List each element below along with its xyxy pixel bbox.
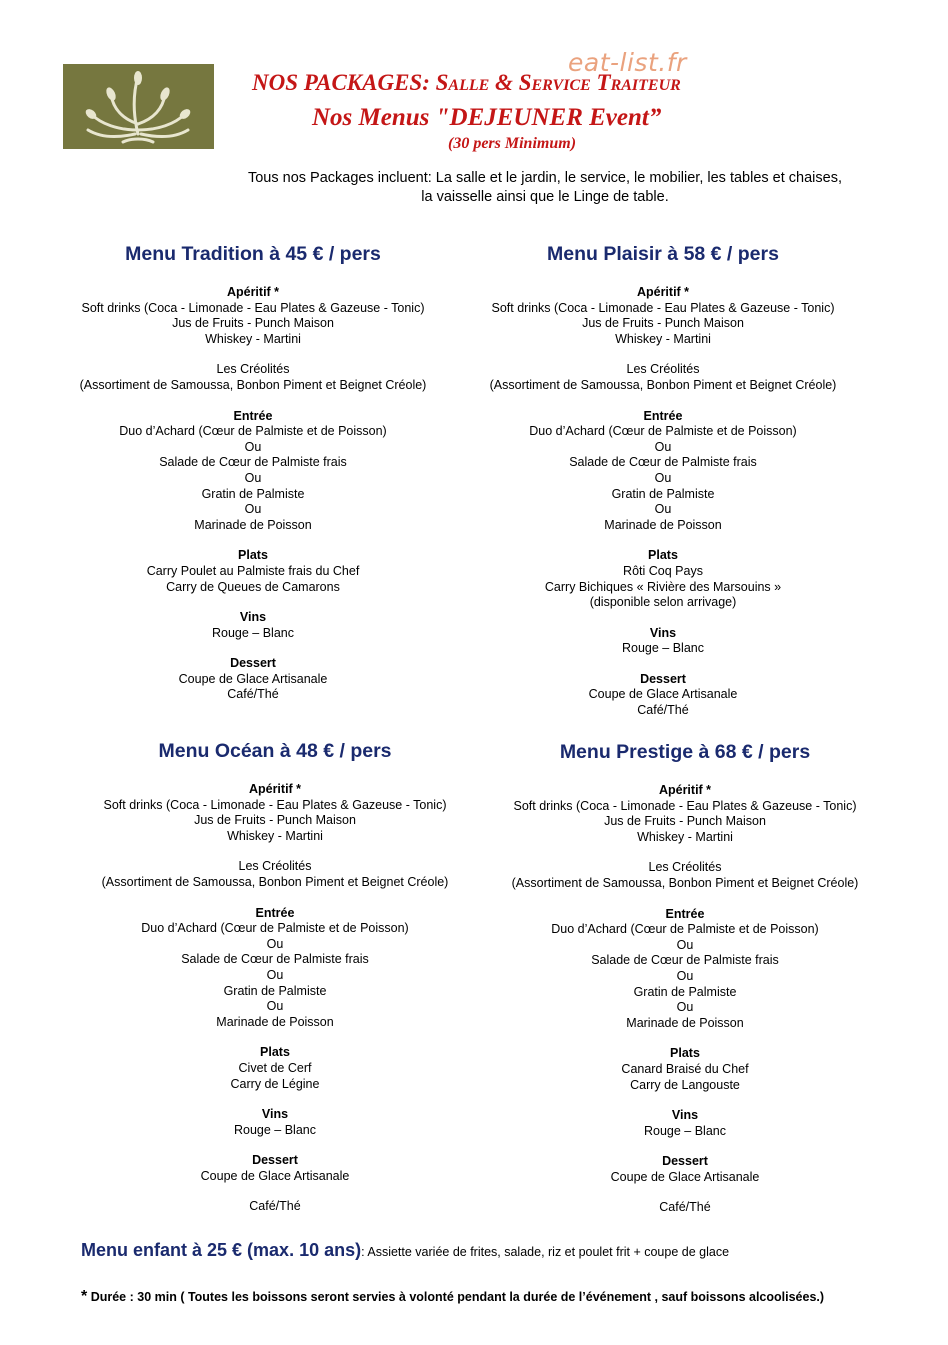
entree-heading: Entrée xyxy=(255,905,295,920)
entree-item: Marinade de Poisson xyxy=(604,517,722,532)
entree-item: Duo d’Achard (Cœur de Palmiste et de Poisson) xyxy=(551,922,819,937)
creolites-item: Les Créolités xyxy=(238,859,312,874)
menu-title: Menu Tradition à 45 € / pers xyxy=(125,243,381,265)
dessert-item: Café/Thé xyxy=(227,687,279,702)
creolites-item: (Assortiment de Samoussa, Bonbon Piment et Beignet Créole) xyxy=(489,377,837,392)
aperitif-item: Soft drinks (Coca - Limonade - Eau Plates & Gazeuse - Tonic) xyxy=(513,798,857,813)
aperitif-heading: Apéritif * xyxy=(658,783,712,797)
entree-item: Gratin de Palmiste xyxy=(223,983,327,998)
entree-item: Ou xyxy=(244,439,262,454)
creolites-item: Les Créolités xyxy=(648,860,722,875)
menu-title: Menu Prestige à 68 € / pers xyxy=(559,741,811,763)
entree-item: Ou xyxy=(654,502,672,517)
menu-title: Menu Océan à 48 € / pers xyxy=(158,740,392,762)
dessert-extra-item: Café/Thé xyxy=(249,1199,301,1214)
plats-item: Rôti Coq Pays xyxy=(623,563,703,578)
vins-heading: Vins xyxy=(671,1108,699,1123)
dessert-heading: Dessert xyxy=(662,1154,708,1169)
vins-item: Rouge – Blanc xyxy=(621,641,704,656)
plats-item: Carry Bichiques « Rivière des Marsouins » xyxy=(544,579,782,594)
aperitif-item: Jus de Fruits - Punch Maison xyxy=(172,316,334,331)
spacer xyxy=(475,1185,895,1200)
aperitif-section xyxy=(65,782,485,844)
entree-item: Ou xyxy=(676,968,694,983)
plats-section xyxy=(65,1045,485,1092)
vins-heading: Vins xyxy=(261,1107,289,1122)
watermark: eat-list.fr xyxy=(568,48,687,77)
dessert-item: Coupe de Glace Artisanale xyxy=(200,1168,350,1183)
aperitif-item: Whiskey - Martini xyxy=(205,331,301,346)
entree-item: Marinade de Poisson xyxy=(194,517,312,532)
entree-heading: Entrée xyxy=(665,906,705,921)
aperitif-heading: Apéritif * xyxy=(248,782,302,796)
plats-item: Carry de Langouste xyxy=(630,1077,740,1092)
creolites-item: Les Créolités xyxy=(216,362,290,377)
entree-section xyxy=(475,907,895,1032)
entree-item: Ou xyxy=(266,999,284,1014)
intro xyxy=(200,169,890,207)
entree-item: Gratin de Palmiste xyxy=(201,486,305,501)
dessert-item: Café/Thé xyxy=(637,703,689,718)
plats-heading: Plats xyxy=(238,548,268,563)
entree-item: Ou xyxy=(266,967,284,982)
menu-title: Menu Plaisir à 58 € / pers xyxy=(547,243,779,265)
creolites-item: (Assortiment de Samoussa, Bonbon Piment et Beignet Créole) xyxy=(101,874,449,889)
entree-item: Marinade de Poisson xyxy=(626,1015,744,1030)
dessert-item: Coupe de Glace Artisanale xyxy=(610,1169,760,1184)
entree-item: Gratin de Palmiste xyxy=(633,984,737,999)
dessert-heading: Dessert xyxy=(640,671,686,686)
entree-item: Duo d’Achard (Cœur de Palmiste et de Poisson) xyxy=(141,921,409,936)
menu-plaisir xyxy=(453,242,873,734)
entree-item: Ou xyxy=(266,936,284,951)
dessert-heading: Dessert xyxy=(230,656,276,671)
aperitif-item: Soft drinks (Coca - Limonade - Eau Plates & Gazeuse - Tonic) xyxy=(491,300,835,315)
logo xyxy=(63,64,214,149)
entree-item: Duo d’Achard (Cœur de Palmiste et de Poisson) xyxy=(529,424,797,439)
entree-heading: Entrée xyxy=(233,408,273,423)
plats-section xyxy=(43,548,463,595)
plats-section xyxy=(475,1046,895,1093)
dessert-heading: Dessert xyxy=(252,1153,298,1168)
plats-item: Carry Poulet au Palmiste frais du Chef xyxy=(146,563,360,578)
plats-item: Civet de Cerf xyxy=(238,1060,312,1075)
aperitif-heading: Apéritif * xyxy=(226,285,280,299)
entree-item: Ou xyxy=(676,1000,694,1015)
plats-item: Carry de Queues de Camarons xyxy=(166,579,340,594)
aperitif-item: Whiskey - Martini xyxy=(637,829,733,844)
plats-heading: Plats xyxy=(648,548,678,563)
footnote xyxy=(81,1288,824,1306)
intro-line-1: Tous nos Packages incluent: La salle et le jardin, le service, le mobilier, les tables et chaises, xyxy=(247,170,842,186)
aperitif-item: Whiskey - Martini xyxy=(615,331,711,346)
plats-heading: Plats xyxy=(260,1045,290,1060)
dessert-section xyxy=(453,672,873,719)
entree-item: Salade de Cœur de Palmiste frais xyxy=(591,953,779,968)
creolites-section xyxy=(475,860,895,891)
footnote-text: Durée : 30 min ( Toutes les boissons seront servies à volonté pendant la durée de l’événement , sauf boissons alcoolisées.) xyxy=(87,1290,825,1304)
plats-heading: Plats xyxy=(670,1046,700,1061)
aperitif-section xyxy=(453,285,873,347)
creolites-item: (Assortiment de Samoussa, Bonbon Piment et Beignet Créole) xyxy=(511,875,859,890)
title-part-2: Salle & Service Traiteur xyxy=(435,70,681,95)
creolites-item: Les Créolités xyxy=(626,362,700,377)
vins-item: Rouge – Blanc xyxy=(233,1122,316,1137)
aperitif-section xyxy=(43,285,463,347)
plats-item: Canard Braisé du Chef xyxy=(621,1061,749,1076)
aperitif-heading: Apéritif * xyxy=(636,285,690,299)
kids-menu-description: : Assiette variée de frites, salade, riz et poulet frit + coupe de glace xyxy=(361,1245,730,1259)
entree-section xyxy=(453,409,873,534)
entree-item: Duo d’Achard (Cœur de Palmiste et de Poisson) xyxy=(119,424,387,439)
menu-tradition xyxy=(43,242,463,718)
aperitif-item: Whiskey - Martini xyxy=(227,828,323,843)
aperitif-item: Jus de Fruits - Punch Maison xyxy=(582,316,744,331)
palm-ornament-icon xyxy=(63,64,214,149)
vins-heading: Vins xyxy=(649,625,677,640)
dessert-section xyxy=(65,1153,485,1184)
kids-menu-title: Menu enfant à 25 € (max. 10 ans) xyxy=(81,1240,362,1260)
dessert-section xyxy=(43,656,463,703)
page-subtitle: Nos Menus "DEJEUNER Event” xyxy=(312,104,662,131)
entree-item: Salade de Cœur de Palmiste frais xyxy=(159,455,347,470)
entree-item: Ou xyxy=(654,439,672,454)
dessert-extra-item: Café/Thé xyxy=(659,1200,711,1215)
entree-item: Gratin de Palmiste xyxy=(611,486,715,501)
entree-item: Marinade de Poisson xyxy=(216,1014,334,1029)
menu-prestige xyxy=(475,740,895,1216)
vins-section xyxy=(43,610,463,641)
menu-ocean xyxy=(65,739,485,1215)
plats-section xyxy=(453,548,873,610)
title-part-1: NOS PACKAGES: xyxy=(252,70,436,95)
plats-item: (disponible selon arrivage) xyxy=(589,595,737,610)
entree-item: Salade de Cœur de Palmiste frais xyxy=(569,455,757,470)
aperitif-section xyxy=(475,783,895,845)
vins-item: Rouge – Blanc xyxy=(211,625,294,640)
creolites-section xyxy=(65,859,485,890)
entree-heading: Entrée xyxy=(643,408,683,423)
vins-section xyxy=(65,1107,485,1138)
entree-item: Ou xyxy=(654,470,672,485)
entree-section xyxy=(65,906,485,1031)
aperitif-item: Soft drinks (Coca - Limonade - Eau Plates & Gazeuse - Tonic) xyxy=(81,300,425,315)
vins-section xyxy=(453,626,873,657)
page-title xyxy=(252,70,872,96)
plats-item: Carry de Légine xyxy=(230,1076,320,1091)
minimum-note: (30 pers Minimum) xyxy=(448,135,577,152)
entree-item: Salade de Cœur de Palmiste frais xyxy=(181,952,369,967)
dessert-item: Coupe de Glace Artisanale xyxy=(588,687,738,702)
entree-item: Ou xyxy=(676,937,694,952)
vins-item: Rouge – Blanc xyxy=(643,1123,726,1138)
footnote-star: * xyxy=(81,1288,88,1305)
kids-menu xyxy=(81,1240,729,1261)
dessert-section xyxy=(475,1154,895,1185)
spacer xyxy=(65,1184,485,1199)
entree-item: Ou xyxy=(244,470,262,485)
aperitif-item: Soft drinks (Coca - Limonade - Eau Plates & Gazeuse - Tonic) xyxy=(103,797,447,812)
aperitif-item: Jus de Fruits - Punch Maison xyxy=(194,813,356,828)
dessert-item: Coupe de Glace Artisanale xyxy=(178,671,328,686)
vins-heading: Vins xyxy=(239,610,267,625)
aperitif-item: Jus de Fruits - Punch Maison xyxy=(604,814,766,829)
creolites-section xyxy=(453,362,873,393)
entree-item: Ou xyxy=(244,502,262,517)
vins-section xyxy=(475,1108,895,1139)
intro-line-2: la vaisselle ainsi que le Linge de table. xyxy=(421,189,669,205)
entree-section xyxy=(43,409,463,534)
creolites-item: (Assortiment de Samoussa, Bonbon Piment et Beignet Créole) xyxy=(79,377,427,392)
creolites-section xyxy=(43,362,463,393)
